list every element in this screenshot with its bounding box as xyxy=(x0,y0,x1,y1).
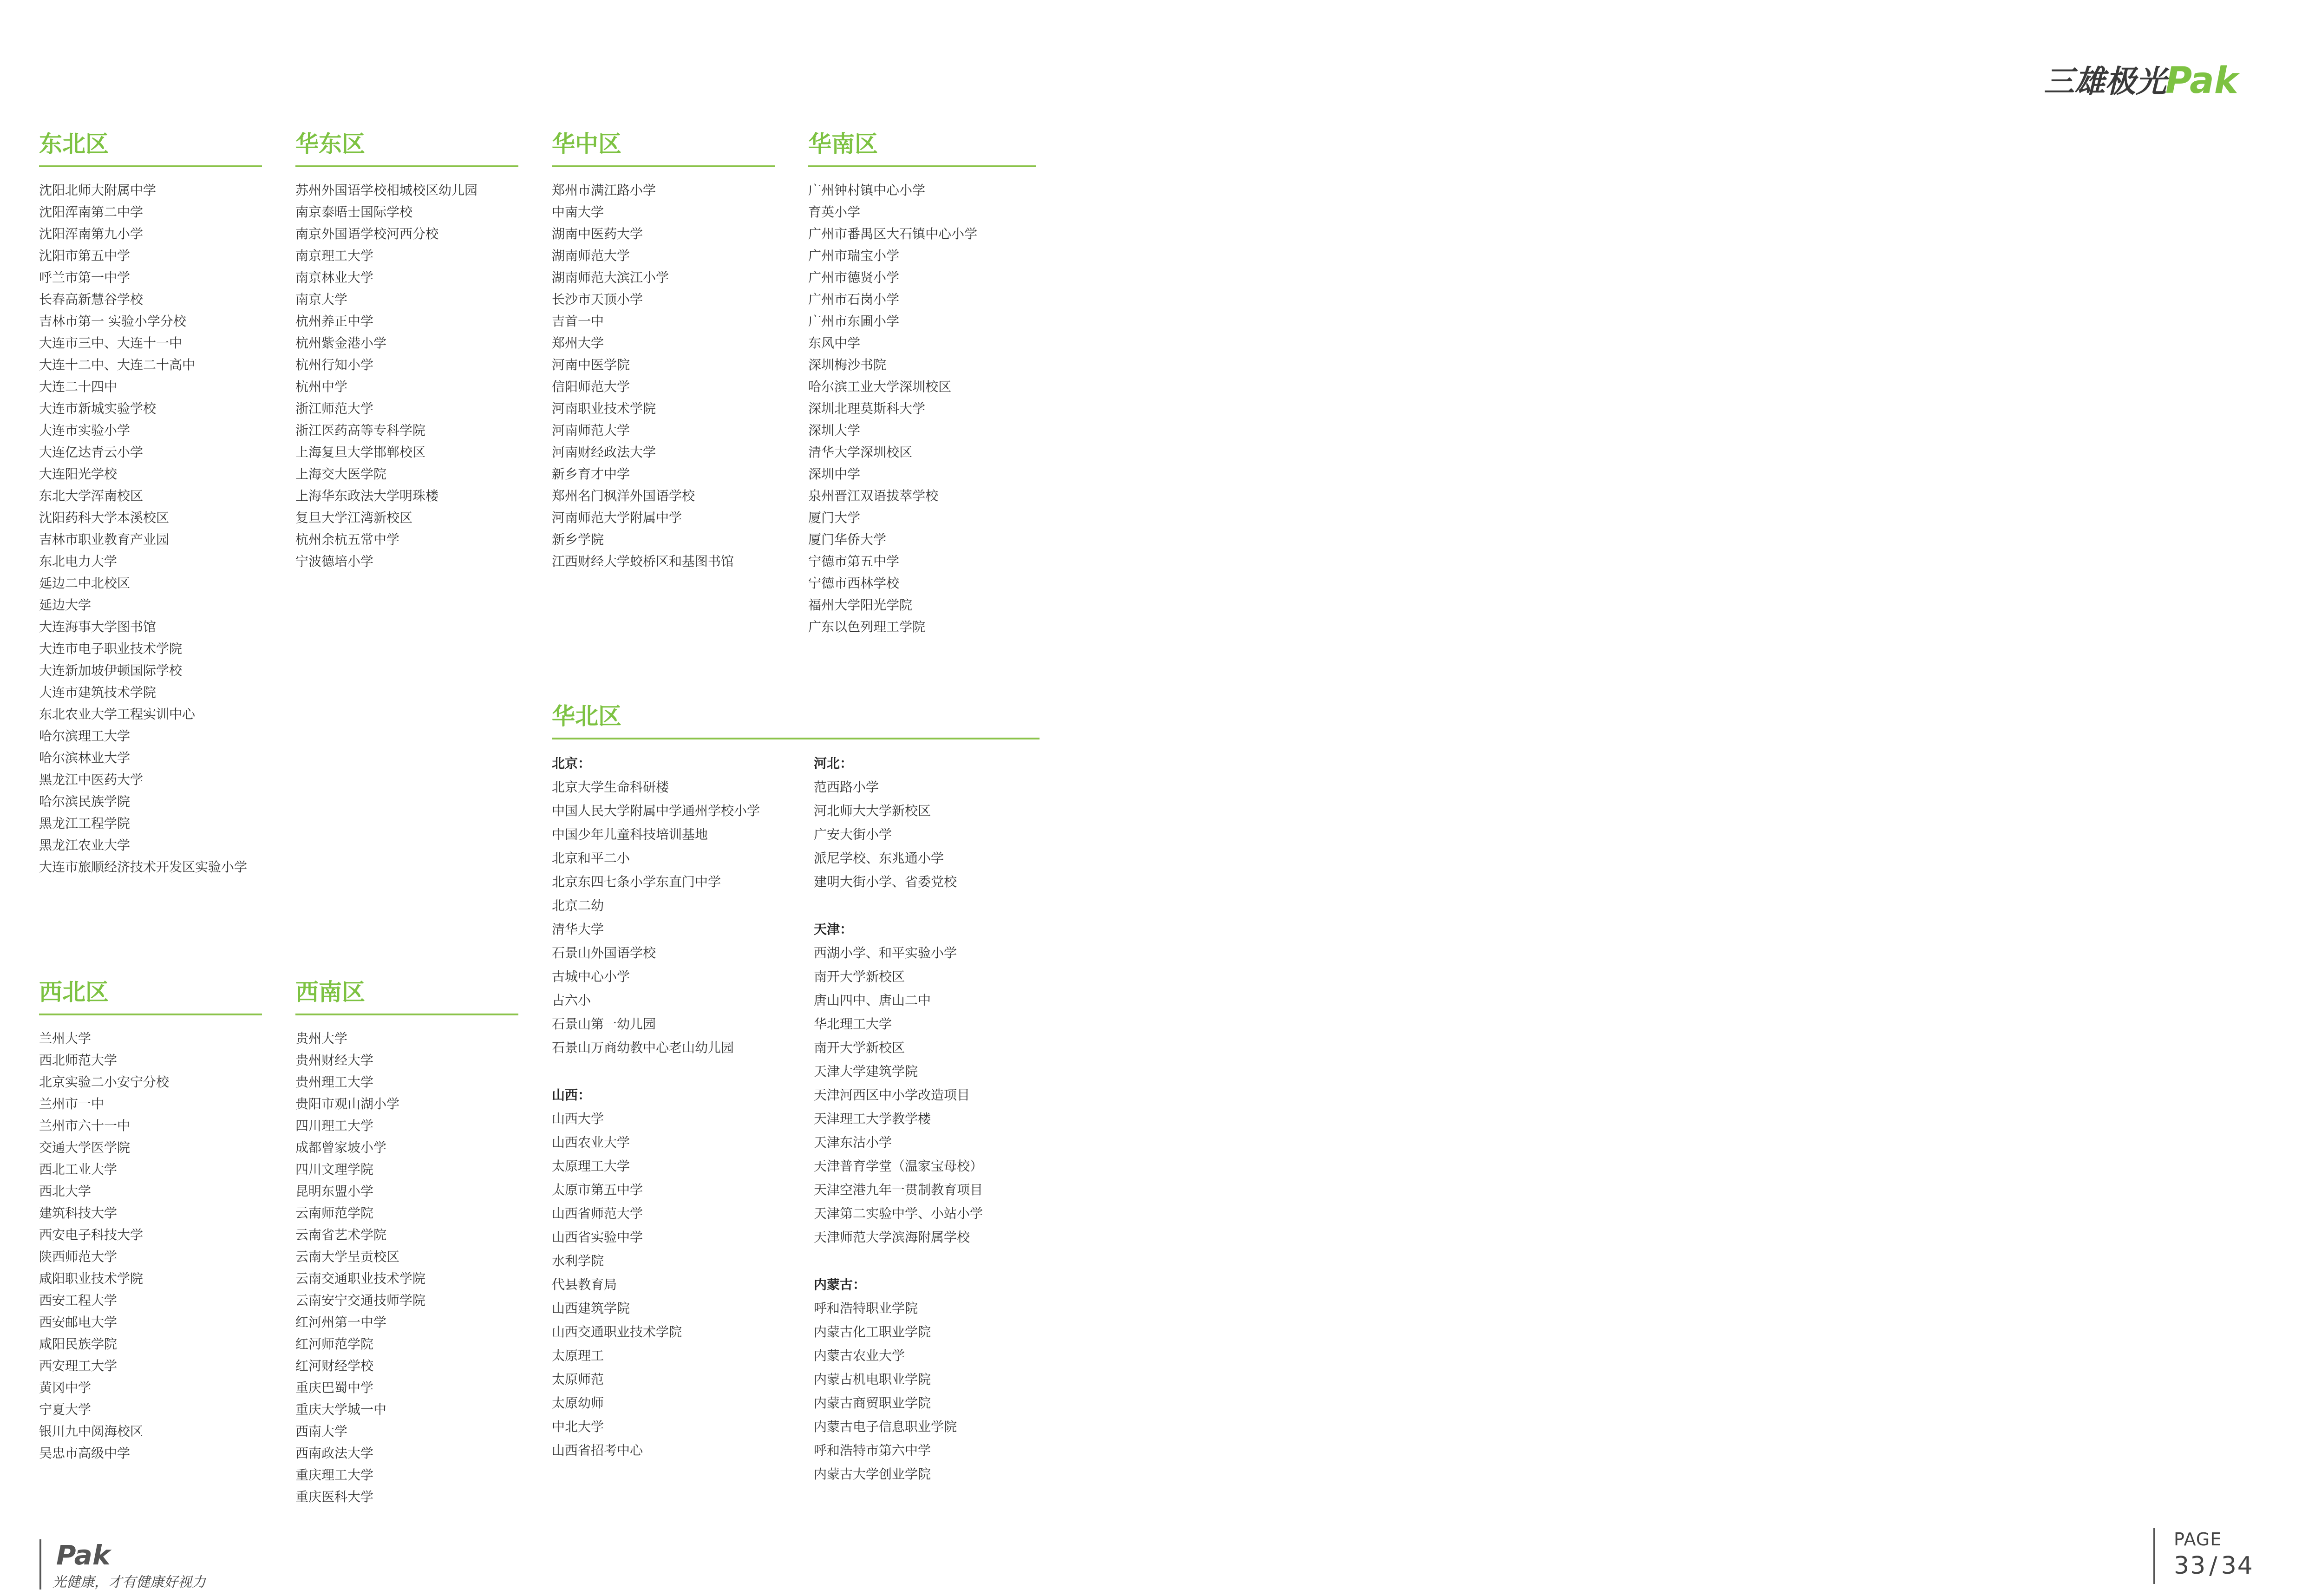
list-item: 中南大学 xyxy=(552,204,604,220)
list-item: 厦门大学 xyxy=(808,510,861,525)
province-label-hebei: 河北： xyxy=(814,756,853,771)
list-item: 清华大学深圳校区 xyxy=(808,445,913,460)
list-item: 红河财经学校 xyxy=(295,1358,374,1374)
page-label: PAGE xyxy=(2174,1529,2222,1550)
list-item: 重庆巴蜀中学 xyxy=(295,1380,374,1395)
page-indicator xyxy=(2153,1528,2254,1584)
list-item: 东北农业大学工程实训中心 xyxy=(39,706,196,722)
list-item: 大连亿达青云小学 xyxy=(39,445,144,460)
list-item: 云南师范学院 xyxy=(295,1205,374,1221)
list-item: 山西建筑学院 xyxy=(552,1301,630,1316)
list-item: 福州大学阳光学院 xyxy=(808,597,913,613)
list-item: 上海复旦大学邯郸校区 xyxy=(295,445,426,460)
list-item: 昆明东盟小学 xyxy=(295,1184,374,1199)
list-item: 交通大学医学院 xyxy=(39,1140,131,1155)
list-item: 中国少年儿童科技培训基地 xyxy=(552,827,708,842)
list-item: 上海华东政法大学明珠楼 xyxy=(295,488,439,504)
list-item: 黑龙江中医药大学 xyxy=(39,772,144,787)
page-current: 33 xyxy=(2174,1552,2207,1580)
list-item: 沈阳药科大学本溪校区 xyxy=(39,510,170,525)
footer-slogan: 光健康，才有健康好视力 xyxy=(52,1574,206,1590)
school-list xyxy=(295,179,518,572)
list-item: 中北大学 xyxy=(552,1419,604,1434)
list-item: 广安大街小学 xyxy=(814,827,892,842)
list-item: 沈阳北师大附属中学 xyxy=(39,183,157,198)
school-list-tianjin xyxy=(814,941,1065,1249)
list-item: 杭州中学 xyxy=(295,379,348,394)
list-item: 呼兰市第一中学 xyxy=(39,270,131,285)
list-item: 天津理工大学教学楼 xyxy=(814,1111,931,1126)
list-item: 太原理工 xyxy=(552,1348,604,1363)
list-item: 红河州第一中学 xyxy=(295,1315,387,1330)
region-title: 华中区 xyxy=(552,131,621,157)
list-item: 西湖小学、和平实验小学 xyxy=(814,945,957,961)
list-item: 建明大街小学、省委党校 xyxy=(814,874,957,890)
list-item: 东北大学浑南校区 xyxy=(39,488,144,504)
logo-chinese-text: 三雄极光 xyxy=(2044,64,2166,99)
list-item: 大连阳光学校 xyxy=(39,466,118,482)
list-item: 大连新加坡伊顿国际学校 xyxy=(39,663,183,678)
list-item: 大连市建筑技术学院 xyxy=(39,685,157,700)
list-item: 东风中学 xyxy=(808,335,861,351)
region-title: 西南区 xyxy=(295,979,365,1006)
school-list xyxy=(295,1027,518,1508)
list-item: 郑州市满江路小学 xyxy=(552,183,656,198)
list-item: 广州市东圃小学 xyxy=(808,314,900,329)
list-item: 天津大学建筑学院 xyxy=(814,1064,918,1079)
list-item: 北京大学生命科研楼 xyxy=(552,779,669,795)
school-list xyxy=(39,179,262,878)
list-item: 深圳北理莫斯科大学 xyxy=(808,401,926,416)
divider xyxy=(295,165,518,167)
region-northwest xyxy=(39,977,262,1464)
list-item: 重庆医科大学 xyxy=(295,1489,374,1504)
province-label-neimenggu: 内蒙古： xyxy=(814,1277,866,1292)
list-item: 西安邮电大学 xyxy=(39,1315,118,1330)
list-item: 吴忠市高级中学 xyxy=(39,1446,131,1461)
list-item: 河南财经政法大学 xyxy=(552,445,656,460)
list-item: 广州市瑞宝小学 xyxy=(808,248,900,263)
list-item: 石景山外国语学校 xyxy=(552,945,656,961)
footer-logo-bar xyxy=(39,1539,41,1589)
list-item: 山西省实验中学 xyxy=(552,1230,643,1245)
region-title: 华南区 xyxy=(808,131,878,157)
list-item: 呼和浩特职业学院 xyxy=(814,1301,918,1316)
list-item: 吉林市职业教育产业园 xyxy=(39,532,170,547)
list-item: 山西省师范大学 xyxy=(552,1206,643,1221)
list-item: 河北师大大学新校区 xyxy=(814,803,931,818)
list-item: 广州市德贤小学 xyxy=(808,270,900,285)
list-item: 延边大学 xyxy=(39,597,92,613)
list-item: 大连市实验小学 xyxy=(39,423,131,438)
region-northeast xyxy=(39,129,262,878)
list-item: 南京理工大学 xyxy=(295,248,374,263)
list-item: 天津河西区中小学改造项目 xyxy=(814,1087,970,1103)
list-item: 内蒙古化工职业学院 xyxy=(814,1324,931,1340)
list-item: 兰州大学 xyxy=(39,1031,92,1046)
list-item: 西安工程大学 xyxy=(39,1293,118,1308)
list-item: 沈阳市第五中学 xyxy=(39,248,131,263)
list-item: 内蒙古大学创业学院 xyxy=(814,1466,931,1482)
divider xyxy=(39,165,262,167)
list-item: 广州市番禺区大石镇中心小学 xyxy=(808,226,978,242)
list-item: 西南大学 xyxy=(295,1424,348,1439)
list-item: 贵州财经大学 xyxy=(295,1053,374,1068)
list-item: 杭州余杭五常中学 xyxy=(295,532,400,547)
list-item: 山西农业大学 xyxy=(552,1135,630,1150)
list-item: 宁德市西林学校 xyxy=(808,576,900,591)
region-southwest xyxy=(295,977,518,1508)
list-item: 中国人民大学附属中学通州学校小学 xyxy=(552,803,760,818)
list-item: 南开大学新校区 xyxy=(814,969,905,984)
list-item: 哈尔滨工业大学深圳校区 xyxy=(808,379,952,394)
list-item: 贵州理工大学 xyxy=(295,1074,374,1090)
region-north xyxy=(552,701,1040,1482)
list-item: 郑州名门枫洋外国语学校 xyxy=(552,488,695,504)
list-item: 宁夏大学 xyxy=(39,1402,92,1417)
list-item: 浙江师范大学 xyxy=(295,401,374,416)
page-number xyxy=(2174,1550,2254,1581)
list-item: 沈阳浑南第二中学 xyxy=(39,204,144,220)
list-item: 贵阳市观山湖小学 xyxy=(295,1096,400,1112)
list-item: 吉林市第一 实验小学分校 xyxy=(39,314,186,329)
list-item: 新乡学院 xyxy=(552,532,604,547)
list-item: 唐山四中、唐山二中 xyxy=(814,993,931,1008)
list-item: 新乡育才中学 xyxy=(552,466,630,482)
list-item: 水利学院 xyxy=(552,1253,604,1269)
north-column-left xyxy=(552,752,803,1462)
list-item: 陕西师范大学 xyxy=(39,1249,118,1264)
list-item: 哈尔滨民族学院 xyxy=(39,794,131,809)
list-item: 黄冈中学 xyxy=(39,1380,92,1395)
divider xyxy=(39,1014,262,1015)
list-item: 育英小学 xyxy=(808,204,861,220)
school-list-beijing xyxy=(552,775,803,1060)
list-item: 太原师范 xyxy=(552,1372,604,1387)
region-central xyxy=(552,129,775,572)
divider xyxy=(552,165,775,167)
divider xyxy=(552,738,1040,739)
list-item: 上海交大医学院 xyxy=(295,466,387,482)
list-item: 杭州行知小学 xyxy=(295,357,374,373)
region-title: 东北区 xyxy=(39,131,109,157)
list-item: 吉首一中 xyxy=(552,314,604,329)
list-item: 延边二中北校区 xyxy=(39,576,131,591)
list-item: 泉州晋江双语拔萃学校 xyxy=(808,488,939,504)
list-item: 天津师范大学滨海附属学校 xyxy=(814,1230,970,1245)
list-item: 北京和平二小 xyxy=(552,850,630,866)
list-item: 云南省艺术学院 xyxy=(295,1227,387,1243)
list-item: 石景山第一幼儿园 xyxy=(552,1016,656,1032)
list-item: 四川文理学院 xyxy=(295,1162,374,1177)
list-item: 复旦大学江湾新校区 xyxy=(295,510,413,525)
list-item: 西安电子科技大学 xyxy=(39,1227,144,1243)
list-item: 内蒙古机电职业学院 xyxy=(814,1372,931,1387)
footer-logo xyxy=(39,1537,253,1593)
list-item: 厦门华侨大学 xyxy=(808,532,887,547)
list-item: 清华大学 xyxy=(552,922,604,937)
list-item: 派尼学校、东兆通小学 xyxy=(814,850,944,866)
list-item: 重庆理工大学 xyxy=(295,1467,374,1483)
list-item: 哈尔滨林业大学 xyxy=(39,750,131,765)
list-item: 红河师范学院 xyxy=(295,1336,374,1352)
list-item: 大连十二中、大连二十高中 xyxy=(39,357,196,373)
list-item: 范西路小学 xyxy=(814,779,879,795)
list-item: 北京实验二小安宁分校 xyxy=(39,1074,170,1090)
list-item: 西南政法大学 xyxy=(295,1446,374,1461)
list-item: 山西交通职业技术学院 xyxy=(552,1324,682,1340)
list-item: 天津东沽小学 xyxy=(814,1135,892,1150)
list-item: 咸阳民族学院 xyxy=(39,1336,118,1352)
list-item: 兰州市一中 xyxy=(39,1096,105,1112)
list-item: 四川理工大学 xyxy=(295,1118,374,1133)
list-item: 杭州紫金港小学 xyxy=(295,335,387,351)
page-total: 34 xyxy=(2221,1552,2254,1580)
list-item: 天津空港九年一贯制教育项目 xyxy=(814,1182,983,1197)
list-item: 杭州养正中学 xyxy=(295,314,374,329)
page-separator: / xyxy=(2209,1552,2218,1580)
list-item: 哈尔滨理工大学 xyxy=(39,728,131,744)
region-east xyxy=(295,129,518,572)
list-item: 代县教育局 xyxy=(552,1277,617,1292)
list-item: 广东以色列理工学院 xyxy=(808,619,926,634)
list-item: 河南师范大学附属中学 xyxy=(552,510,682,525)
school-list-hebei xyxy=(814,775,1065,894)
list-item: 西北师范大学 xyxy=(39,1053,118,1068)
region-title: 华东区 xyxy=(295,131,365,157)
list-item: 郑州大学 xyxy=(552,335,604,351)
list-item: 山西大学 xyxy=(552,1111,604,1126)
school-list-neimenggu xyxy=(814,1296,1065,1486)
list-item: 宁德市第五中学 xyxy=(808,554,900,569)
list-item: 江西财经大学蛟桥区和基图书馆 xyxy=(552,554,734,569)
list-item: 西北大学 xyxy=(39,1184,92,1199)
list-item: 成都曾家坡小学 xyxy=(295,1140,387,1155)
list-item: 深圳中学 xyxy=(808,466,861,482)
list-item: 太原市第五中学 xyxy=(552,1182,643,1197)
list-item: 云南大学呈贡校区 xyxy=(295,1249,400,1264)
list-item: 云南交通职业技术学院 xyxy=(295,1271,426,1286)
list-item: 咸阳职业技术学院 xyxy=(39,1271,144,1286)
region-title: 西北区 xyxy=(39,979,109,1006)
list-item: 古六小 xyxy=(552,993,591,1008)
list-item: 古城中心小学 xyxy=(552,969,630,984)
province-label-beijing: 北京： xyxy=(552,756,591,771)
list-item: 大连市电子职业技术学院 xyxy=(39,641,183,656)
school-list xyxy=(808,179,1036,638)
list-item: 天津普育学堂（温家宝母校） xyxy=(814,1158,983,1174)
list-item: 银川九中阅海校区 xyxy=(39,1424,144,1439)
list-item: 东北电力大学 xyxy=(39,554,118,569)
list-item: 西北工业大学 xyxy=(39,1162,118,1177)
list-item: 内蒙古电子信息职业学院 xyxy=(814,1419,957,1434)
list-item: 南京大学 xyxy=(295,292,348,307)
list-item: 广州钟村镇中心小学 xyxy=(808,183,926,198)
list-item: 沈阳浑南第九小学 xyxy=(39,226,144,242)
list-item: 黑龙江工程学院 xyxy=(39,816,131,831)
logo-pak-text: Pak xyxy=(2165,60,2238,102)
list-item: 山西省招考中心 xyxy=(552,1443,643,1458)
list-item: 内蒙古农业大学 xyxy=(814,1348,905,1363)
province-label-shanxi: 山西： xyxy=(552,1087,591,1103)
region-south xyxy=(808,129,1036,638)
list-item: 南开大学新校区 xyxy=(814,1040,905,1055)
list-item: 太原理工大学 xyxy=(552,1158,630,1174)
list-item: 北京东四七条小学东直门中学 xyxy=(552,874,721,890)
divider xyxy=(295,1014,518,1015)
list-item: 大连市三中、大连十一中 xyxy=(39,335,183,351)
list-item: 南京泰晤士国际学校 xyxy=(295,204,413,220)
list-item: 呼和浩特市第六中学 xyxy=(814,1443,931,1458)
list-item: 深圳大学 xyxy=(808,423,861,438)
list-item: 湖南师范大滨江小学 xyxy=(552,270,669,285)
list-item: 建筑科技大学 xyxy=(39,1205,118,1221)
list-item: 广州市石岗小学 xyxy=(808,292,900,307)
list-item: 兰州市六十一中 xyxy=(39,1118,131,1133)
brand-logo xyxy=(2044,56,2248,102)
list-item: 云南安宁交通技师学院 xyxy=(295,1293,426,1308)
region-title: 华北区 xyxy=(552,703,621,730)
list-item: 宁波德培小学 xyxy=(295,554,374,569)
list-item: 深圳梅沙书院 xyxy=(808,357,887,373)
list-item: 大连市新城实验学校 xyxy=(39,401,157,416)
footer-pak-text: Pak xyxy=(56,1539,111,1571)
school-list-shanxi xyxy=(552,1107,803,1462)
list-item: 北京二幼 xyxy=(552,898,604,913)
list-item: 苏州外国语学校相城校区幼儿园 xyxy=(295,183,478,198)
list-item: 河南职业技术学院 xyxy=(552,401,656,416)
list-item: 南京外国语学校河西分校 xyxy=(295,226,439,242)
province-label-tianjin: 天津： xyxy=(814,922,853,937)
list-item: 内蒙古商贸职业学院 xyxy=(814,1395,931,1411)
north-column-right xyxy=(814,752,1065,1486)
list-item: 大连二十四中 xyxy=(39,379,118,394)
list-item: 石景山万商幼教中心老山幼儿园 xyxy=(552,1040,734,1055)
list-item: 大连海事大学图书馆 xyxy=(39,619,157,634)
list-item: 河南中医学院 xyxy=(552,357,630,373)
list-item: 太原幼师 xyxy=(552,1395,604,1411)
list-item: 华北理工大学 xyxy=(814,1016,892,1032)
list-item: 信阳师范大学 xyxy=(552,379,630,394)
list-item: 重庆大学城一中 xyxy=(295,1402,387,1417)
divider xyxy=(808,165,1036,167)
list-item: 河南师范大学 xyxy=(552,423,630,438)
list-item: 天津第二实验中学、小站小学 xyxy=(814,1206,983,1221)
list-item: 浙江医药高等专科学院 xyxy=(295,423,426,438)
school-list xyxy=(552,179,775,572)
list-item: 黑龙江农业大学 xyxy=(39,837,131,853)
list-item: 南京林业大学 xyxy=(295,270,374,285)
list-item: 贵州大学 xyxy=(295,1031,348,1046)
list-item: 长沙市天顶小学 xyxy=(552,292,643,307)
school-list xyxy=(39,1027,262,1464)
list-item: 西安理工大学 xyxy=(39,1358,118,1374)
list-item: 大连市旅顺经济技术开发区实验小学 xyxy=(39,859,248,875)
list-item: 湖南中医药大学 xyxy=(552,226,643,242)
list-item: 长春高新慧谷学校 xyxy=(39,292,144,307)
list-item: 湖南师范大学 xyxy=(552,248,630,263)
